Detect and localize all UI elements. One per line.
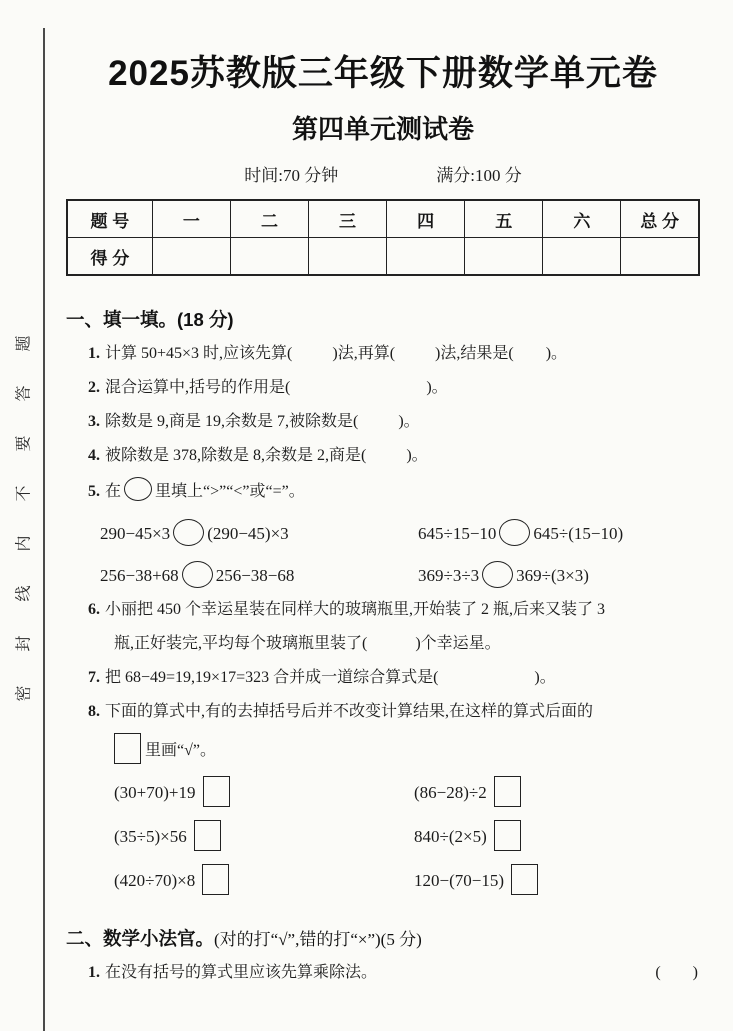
question-5	[66, 477, 700, 504]
score-cell	[465, 238, 543, 276]
question-6-continued	[66, 631, 700, 656]
question-number: 5.	[88, 483, 100, 501]
expression-text: (35÷5)×56	[114, 827, 187, 847]
score-cell	[387, 238, 465, 276]
expression-item	[114, 820, 414, 851]
question-7	[66, 665, 700, 690]
question-text: 里填上“>”“<”或“=”。	[155, 483, 305, 501]
question-text: 把 68−49=19,19×17=323 合并成一道综合算式是( )。	[105, 669, 556, 687]
score-table-col: 四	[387, 200, 465, 238]
comparison-circle-icon	[124, 477, 152, 501]
score-cell	[230, 238, 308, 276]
comparison-item	[100, 561, 418, 588]
score-table-label: 得 分	[67, 238, 152, 276]
score-table-col: 二	[230, 200, 308, 238]
question-1	[66, 341, 700, 366]
score-table-col: 一	[152, 200, 230, 238]
score-cell	[621, 238, 699, 276]
expression-item	[414, 864, 700, 895]
answer-box	[494, 776, 521, 807]
score-cell	[152, 238, 230, 276]
expression-text: 120−(70−15)	[414, 871, 504, 891]
expression-item	[114, 864, 414, 895]
exam-info-row	[66, 161, 700, 186]
seal-text-char: 要	[15, 435, 33, 452]
comparison-list	[100, 519, 700, 588]
question-number: 3.	[88, 413, 100, 431]
section-one-heading: 一、填一填。(18 分)	[66, 309, 234, 331]
question-text: 在	[105, 483, 122, 501]
comparison-circle-icon	[499, 519, 530, 546]
expression-text: (30+70)+19	[114, 783, 196, 803]
section-two-heading	[66, 925, 700, 951]
expression-right: 256−38−68	[215, 566, 295, 586]
expression-item	[414, 820, 700, 851]
score-cell	[309, 238, 387, 276]
question-number: 2.	[88, 379, 100, 397]
comparison-item	[100, 519, 418, 546]
seal-text-char: 线	[15, 585, 33, 602]
score-table-col: 三	[309, 200, 387, 238]
expression-item	[114, 776, 414, 807]
question-text: 瓶,正好装完,平均每个玻璃瓶里装了( )个幸运星。	[114, 635, 501, 653]
section-two-title: 二、数学小法官。	[66, 928, 215, 950]
seal-text-char: 答	[15, 385, 33, 402]
paper-content	[66, 0, 700, 985]
score-table	[66, 199, 700, 276]
expression-text: (420÷70)×8	[114, 871, 196, 891]
question-number: 6.	[88, 601, 100, 619]
question-text: 小丽把 450 个幸运星装在同样大的玻璃瓶里,开始装了 2 瓶,后来又装了 3	[105, 601, 606, 619]
question-text: 被除数是 378,除数是 8,余数是 2,商是( )。	[105, 447, 428, 465]
score-table-col: 总 分	[621, 200, 699, 238]
seal-text-char: 密	[15, 685, 33, 702]
expression-right: (290−45)×3	[207, 524, 289, 544]
time-label: 时间:70 分钟	[244, 166, 339, 186]
question-8-continued	[66, 733, 700, 764]
comparison-circle-icon	[173, 519, 204, 546]
answer-box	[114, 733, 141, 764]
question-number: 1.	[88, 964, 100, 982]
comparison-item	[418, 519, 700, 546]
question-2	[66, 375, 700, 400]
score-table-header-row	[67, 200, 699, 238]
seal-text	[7, 332, 37, 705]
score-table-score-row	[67, 238, 699, 276]
expression-left: 290−45×3	[100, 524, 171, 544]
question-text: 混合运算中,括号的作用是( )。	[105, 379, 448, 397]
question-number: 7.	[88, 669, 100, 687]
expression-text: (86−28)÷2	[414, 783, 487, 803]
seal-text-char: 内	[15, 535, 33, 552]
expression-right: 369÷(3×3)	[516, 566, 589, 586]
answer-box	[511, 864, 538, 895]
seal-text-char: 封	[15, 635, 33, 652]
question-text: 里画“√”。	[145, 742, 216, 760]
expression-left: 645÷15−10	[418, 524, 497, 544]
comparison-circle-icon	[482, 561, 513, 588]
question-3	[66, 409, 700, 434]
answer-box	[203, 776, 230, 807]
score-table-col: 五	[465, 200, 543, 238]
seal-text-char: 题	[15, 335, 33, 352]
expression-text: 840÷(2×5)	[414, 827, 487, 847]
answer-box	[494, 820, 521, 851]
expression-list	[114, 776, 700, 895]
question-text: 下面的算式中,有的去掉括号后并不改变计算结果,在这样的算式后面的	[105, 703, 594, 721]
expression-left: 256−38+68	[100, 566, 179, 586]
question-number: 4.	[88, 447, 100, 465]
comparison-item	[418, 561, 700, 588]
comparison-circle-icon	[182, 561, 213, 588]
question-4	[66, 443, 700, 468]
score-table-col: 六	[543, 200, 621, 238]
question-number: 8.	[88, 703, 100, 721]
expression-item	[414, 776, 700, 807]
question-number: 1.	[88, 345, 100, 363]
seal-line	[43, 28, 45, 1031]
question-6	[66, 597, 700, 622]
expression-right: 645÷(15−10)	[533, 524, 624, 544]
judge-question-1	[66, 960, 700, 985]
expression-left: 369÷3÷3	[418, 566, 480, 586]
score-cell	[543, 238, 621, 276]
question-text: 计算 50+45×3 时,应该先算( )法,再算( )法,结果是( )。	[105, 345, 568, 363]
page-subtitle: 第四单元测试卷	[291, 114, 474, 145]
page-title: 2025苏教版三年级下册数学单元卷	[108, 54, 658, 93]
full-score-label: 满分:100 分	[436, 166, 522, 186]
answer-blank: ( )	[655, 964, 698, 982]
question-text: 除数是 9,商是 19,余数是 7,被除数是( )。	[105, 413, 420, 431]
answer-box	[202, 864, 229, 895]
question-text: 在没有括号的算式里应该先算乘除法。	[105, 964, 378, 982]
section-two-note: (对的打“√”,错的打“×”)(5 分)	[214, 930, 422, 950]
seal-text-char: 不	[15, 485, 33, 502]
question-8	[66, 699, 700, 724]
score-table-label: 题 号	[67, 200, 152, 238]
answer-box	[194, 820, 221, 851]
